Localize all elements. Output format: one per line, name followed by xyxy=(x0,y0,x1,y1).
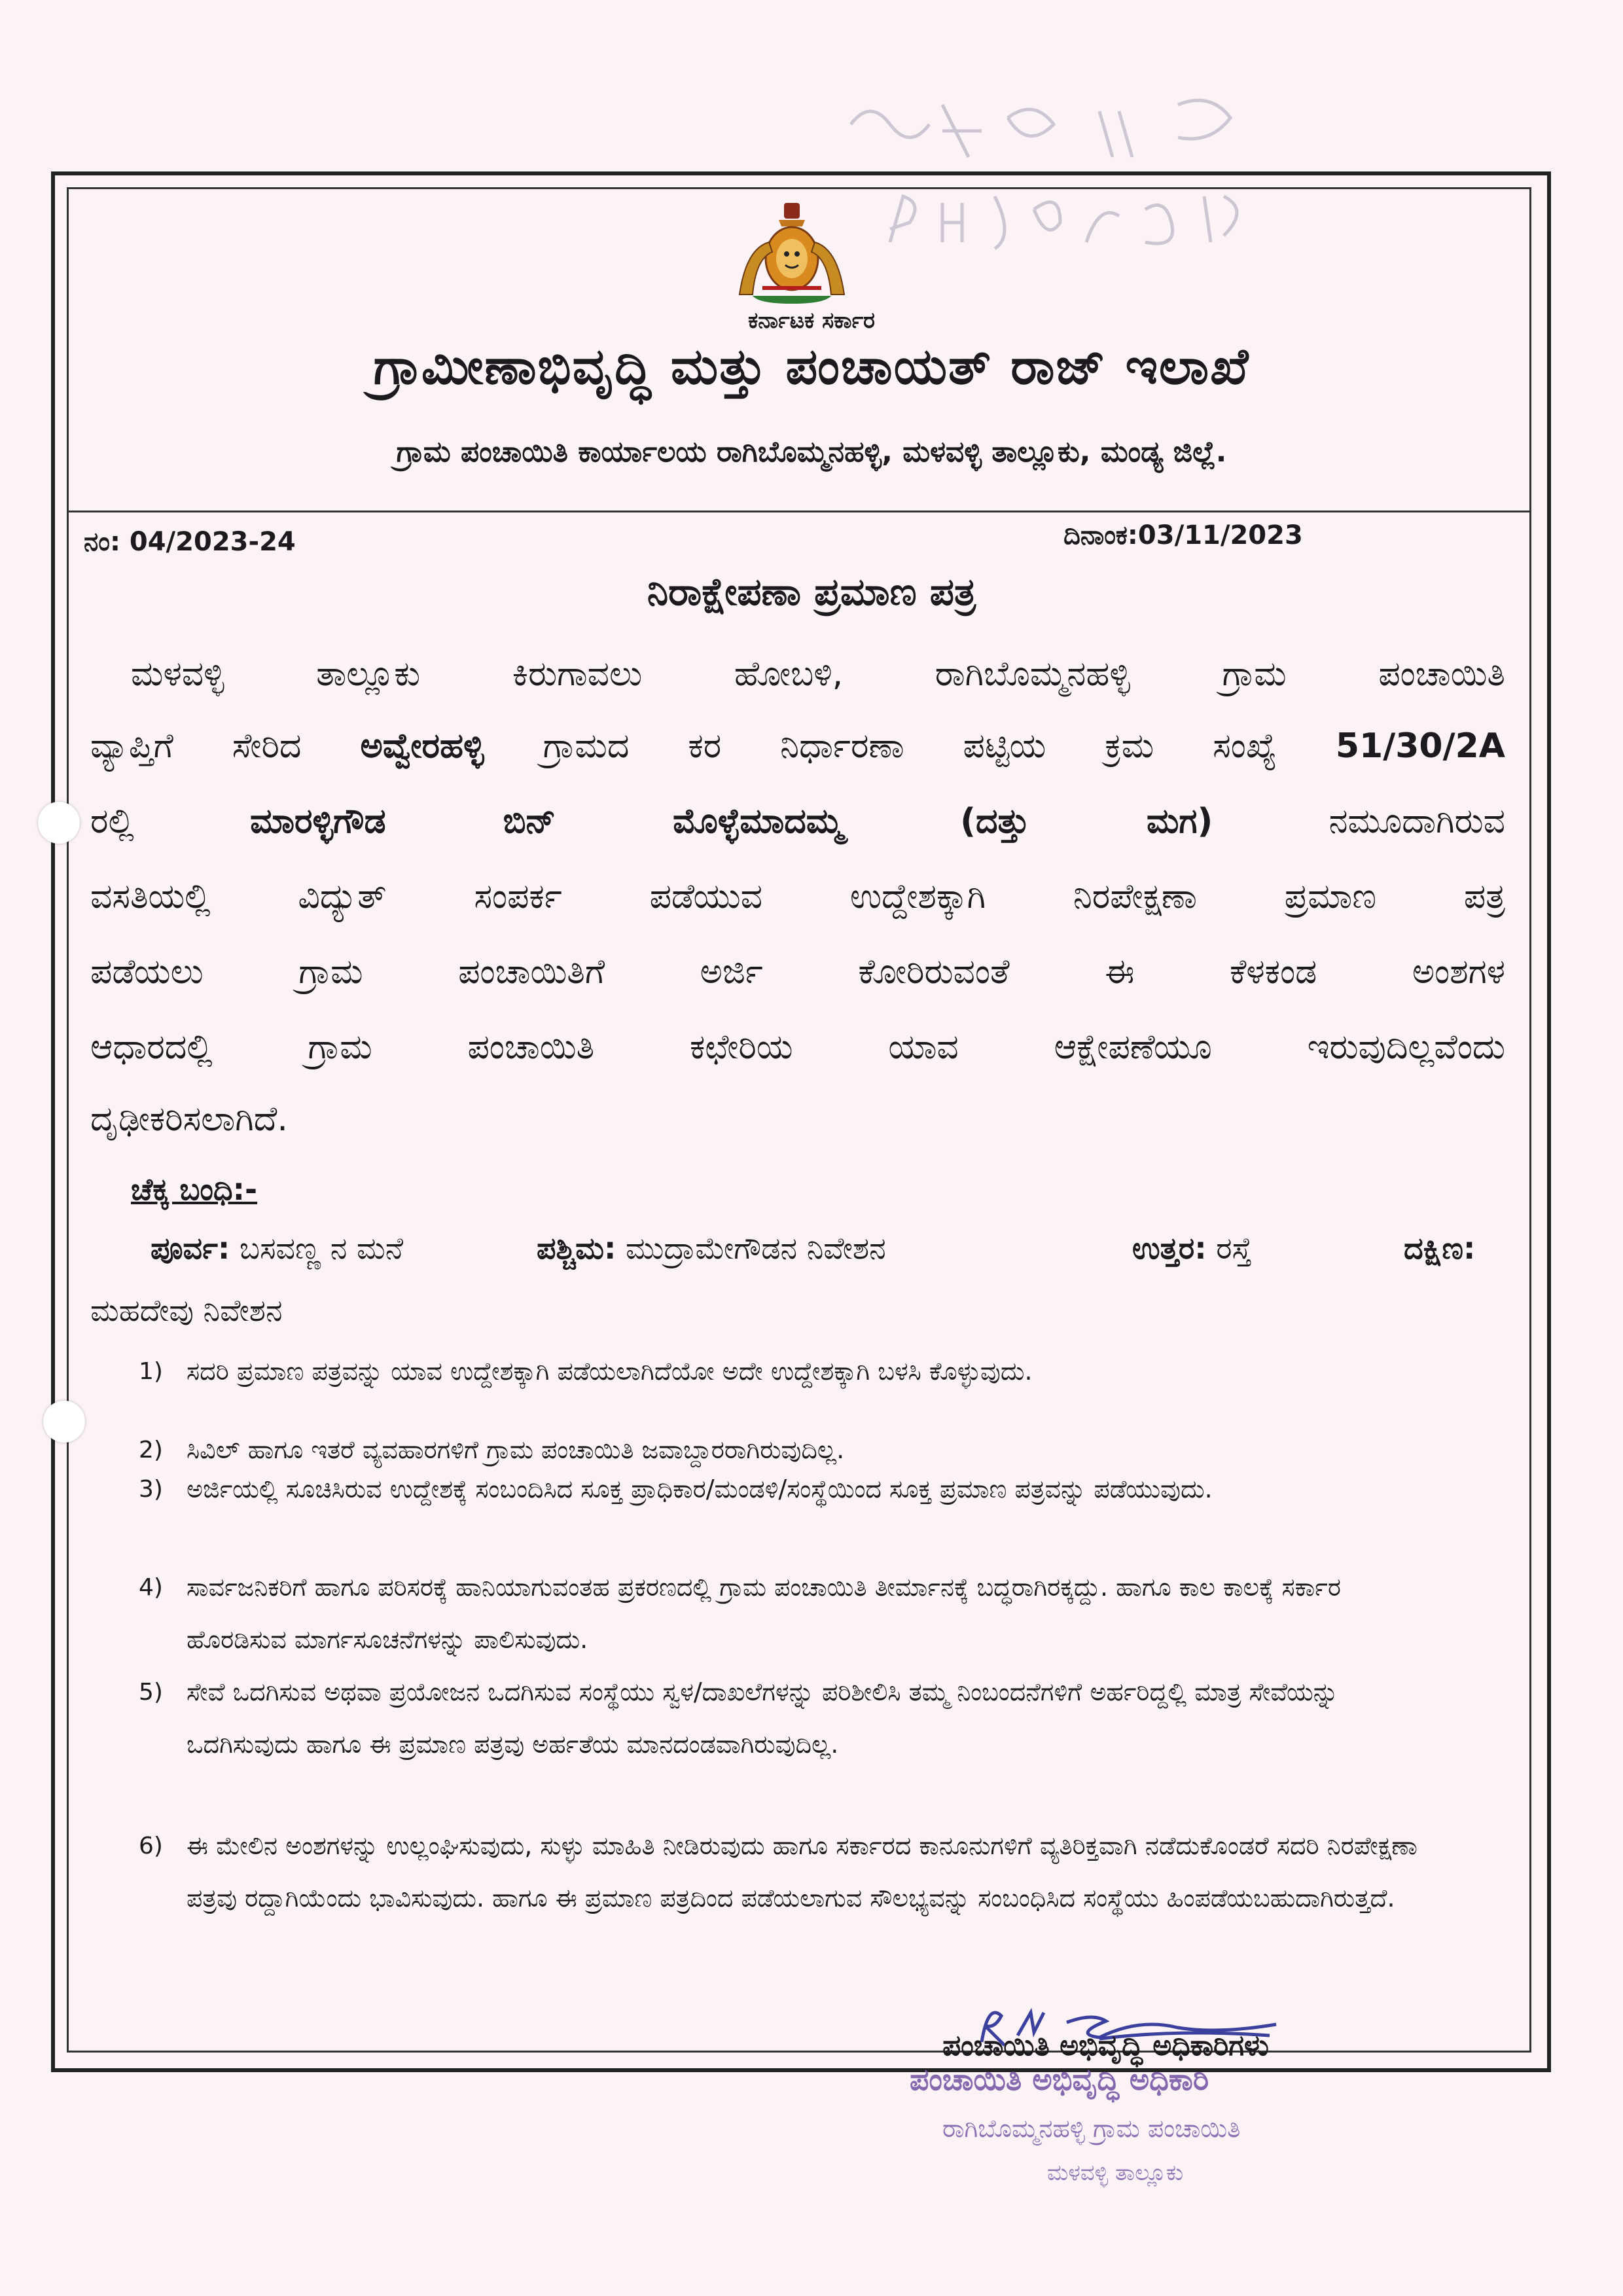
reference-date: ದಿನಾಂಕ:03/11/2023 xyxy=(1063,520,1303,550)
body-line-1: ಮಳವಳ್ಳಿ ತಾಲ್ಲೂಕು ಕಿರುಗಾವಲು ಹೋಬಳಿ, ರಾಗಿಬೊಮ್ಮನಹಳ್ಳಿ ಗ್ರಾಮ ಪಂಚಾಯಿತಿ xyxy=(131,655,1505,694)
punch-hole xyxy=(43,1401,85,1443)
condition-number: 5) xyxy=(139,1679,163,1706)
body-line-2: ವ್ಯಾಪ್ತಿಗೆ ಸೇರಿದ ಅವ್ವೇರಹಳ್ಳಿ ಗ್ರಾಮದ ಕರ ನಿರ್ಧಾರಣಾ ಪಟ್ಟಿಯ ಕ್ರಮ ಸಂಖ್ಯೆ 51/30/2A xyxy=(90,726,1506,766)
government-label: ಕರ್ನಾಟಕ ಸರ್ಕಾರ xyxy=(747,308,876,334)
condition-number: 1) xyxy=(139,1358,163,1385)
condition-text: ಸಾರ್ವಜನಿಕರಿಗೆ ಹಾಗೂ ಪರಿಸರಕ್ಕೆ ಹಾನಿಯಾಗುವಂತಹ ಪ್ರಕರಣದಲ್ಲಿ ಗ್ರಾಮ ಪಂಚಾಯಿತಿ ತೀರ್ಮಾನಕ್ಕೆ ಬದ್ಧರಾಗಿರಕ್ಕದ್ದು. ಹಾಗೂ ಕಾಲ ಕಾಲಕ್ಕೆ ಸರ್ಕಾರ ಹೊರಡಿಸುವ ಮಾರ್ಗಸೂಚನೆಗಳನ್ನು ಪಾಲಿಸುವುದು. xyxy=(187,1573,1341,1654)
serial-number: 51/30/2A xyxy=(1335,726,1506,766)
condition-text: ಅರ್ಜಿಯಲ್ಲಿ ಸೂಚಿಸಿರುವ ಉದ್ದೇಶಕ್ಕೆ ಸಂಬಂದಿಸಿದ ಸೂಕ್ತ ಪ್ರಾಧಿಕಾರ/ಮಂಡಳಿ/ಸಂಸ್ಥೆಯಿಂದ ಸೂಕ್ತ ಪ್ರಮಾಣ ಪತ್ರವನ್ನು ಪಡೆಯುವುದು. xyxy=(187,1475,1213,1503)
condition-text: ಸದರಿ ಪ್ರಮಾಣ ಪತ್ರವನ್ನು ಯಾವ ಉದ್ದೇಶಕ್ಕಾಗಿ ಪಡೆಯಲಾಗಿದೆಯೋ ಅದೇ ಉದ್ದೇಶಕ್ಕಾಗಿ ಬಳಸಿ ಕೊಳ್ಳುವುದು. xyxy=(187,1357,1033,1386)
village-name: ಅವ್ವೇರಹಳ್ಳಿ xyxy=(360,726,484,766)
body-line-5: ಪಡೆಯಲು ಗ್ರಾಮ ಪಂಚಾಯಿತಿಗೆ ಅರ್ಜಿ ಕೋರಿರುವಂತೆ ಈ ಕೆಳಕಂಡ ಅಂಶಗಳ xyxy=(90,952,1505,992)
condition-text: ಈ ಮೇಲಿನ ಅಂಶಗಳನ್ನು ಉಲ್ಲಂಘಿಸುವುದು, ಸುಳ್ಳು ಮಾಹಿತಿ ನೀಡಿರುವುದು ಹಾಗೂ ಸರ್ಕಾರದ ಕಾನೂನುಗಳಿಗೆ ವ್ಯತಿರಿಕ್ತವಾಗಿ ನಡೆದುಕೊಂಡರೆ ಸದರಿ ನಿರಪೇಕ್ಷಣಾ ಪತ್ರವು ರದ್ದಾಗಿಯೆಂದು ಭಾವಿಸುವುದು. ಹಾಗೂ ಈ ಪ್ರಮಾಣ ಪತ್ರದಿಂದ ಪಡೆಯಲಾಗುವ ಸೌಲಭ್ಯವನ್ನು ಸಂಬಂಧಿಸಿದ ಸಂಸ್ಥೆಯು ಹಿಂಪಡೆಯಬಹುದಾಗಿರುತ್ತದೆ. xyxy=(187,1831,1418,1912)
office-address: ಗ್ರಾಮ ಪಂಚಾಯಿತಿ ಕಾರ್ಯಾಲಯ ರಾಗಿಬೊಮ್ಮನಹಳ್ಳಿ, ಮಳವಳ್ಳಿ ತಾಲ್ಲೂಕು, ಮಂಡ್ಯ ಜಿಲ್ಲೆ. xyxy=(396,435,1227,469)
boundary-east: ಪೂರ್ವ: ಬಸವಣ್ಣ ನ ಮನೆ xyxy=(151,1230,404,1266)
department-title: ಗ್ರಾಮೀಣಾಭಿವೃದ್ಧಿ ಮತ್ತು ಪಂಚಾಯತ್ ರಾಜ್ ಇಲಾಖೆ xyxy=(373,337,1250,395)
boundary-north: ಉತ್ತರ: ರಸ್ತೆ xyxy=(1132,1230,1252,1266)
official-stamp-line-3: ಮಳವಳ್ಳಿ ತಾಲ್ಲೂಕು xyxy=(1047,2160,1184,2186)
condition-text: ಸಿವಿಲ್ ಹಾಗೂ ಇತರೆ ವ್ಯವಹಾರಗಳಿಗೆ ಗ್ರಾಮ ಪಂಚಾಯಿತಿ ಜವಾಬ್ದಾರರಾಗಿರುವುದಿಲ್ಲ. xyxy=(187,1435,845,1464)
official-stamp-line-1: ಪಂಚಾಯಿತಿ ಅಭಿವೃದ್ಧಿ ಅಧಿಕಾರಿ xyxy=(910,2062,1209,2097)
body-line-3: ರಲ್ಲಿ ಮಾರಳ್ಳಿಗೌಡ ಬಿನ್ ಮೊಳ್ಳೆಮಾದಮ್ಮ (ದತ್ತು ಮಗ) ನಮೂದಾಗಿರುವ xyxy=(90,802,1506,841)
reference-number: ನಂ: 04/2023-24 xyxy=(84,527,296,557)
body-line-4: ವಸತಿಯಲ್ಲಿ ವಿದ್ಯುತ್ ಸಂಪರ್ಕ ಪಡೆಯುವ ಉದ್ದೇಶಕ್ಕಾಗಿ ನಿರಪೇಕ್ಷಣಾ ಪ್ರಮಾಣ ಪತ್ರ xyxy=(90,877,1505,916)
condition-number: 6) xyxy=(139,1833,163,1859)
header-divider xyxy=(67,511,1531,512)
condition-number: 3) xyxy=(139,1476,163,1503)
condition-number: 2) xyxy=(139,1437,163,1463)
boundary-west: ಪಶ್ಚಿಮ: ಮುದ್ರಾಮೇಗೌಡನ ನಿವೇಶನ xyxy=(537,1230,886,1266)
karnataka-emblem-icon xyxy=(726,196,857,308)
condition-text: ಸೇವೆ ಒದಗಿಸುವ ಅಥವಾ ಪ್ರಯೋಜನ ಒದಗಿಸುವ ಸಂಸ್ಥೆಯು ಸ್ವಳ/ದಾಖಲೆಗಳನ್ನು ಪರಿಶೀಲಿಸಿ ತಮ್ಮ ನಿಂಬಂದನೆಗಳಿಗೆ ಅರ್ಹರಿದ್ದಲ್ಲಿ ಮಾತ್ರ ಸೇವೆಯನ್ನು ಒದಗಿಸುವುದು ಹಾಗೂ ಈ ಪ್ರಮಾಣ ಪತ್ರವು ಅರ್ಹತೆಯ ಮಾನದಂಡವಾಗಿರುವುದಿಲ್ಲ. xyxy=(187,1677,1339,1759)
certificate-title: ನಿರಾಕ್ಷೇಪಣಾ ಪ್ರಮಾಣ ಪತ್ರ xyxy=(647,569,976,614)
condition-number: 4) xyxy=(139,1574,163,1601)
officer-designation: ಪಂಚಾಯಿತಿ ಅಭಿವೃದ್ಧಿ ಅಧಿಕಾರಿಗಳು xyxy=(942,2029,1269,2062)
punch-hole xyxy=(38,802,80,844)
owner-name: ಮಾರಳ್ಳಿಗೌಡ ಬಿನ್ ಮೊಳ್ಳೆಮಾದಮ್ಮ (ದತ್ತು ಮಗ) xyxy=(250,802,1213,841)
boundary-south-value: ಮಹದೇವು ನಿವೇಶನ xyxy=(90,1293,283,1328)
boundary-south-label: ದಕ್ಷಿಣ: xyxy=(1404,1230,1476,1266)
official-stamp-line-2: ರಾಗಿಬೊಮ್ಮನಹಳ್ಳಿ ಗ್ರಾಮ ಪಂಚಾಯಿತಿ xyxy=(942,2114,1241,2143)
body-line-7: ದೃಢೀಕರಿಸಲಾಗಿದೆ. xyxy=(90,1100,288,1139)
body-line-6: ಆಧಾರದಲ್ಲಿ ಗ್ರಾಮ ಪಂಚಾಯಿತಿ ಕಛೇರಿಯ ಯಾವ ಆಕ್ಷೇಪಣೆಯೂ ಇರುವುದಿಲ್ಲವೆಂದು xyxy=(90,1028,1505,1067)
boundaries-heading: ಚೆಕ್ಕ ಬಂಧಿ:- xyxy=(131,1172,258,1207)
